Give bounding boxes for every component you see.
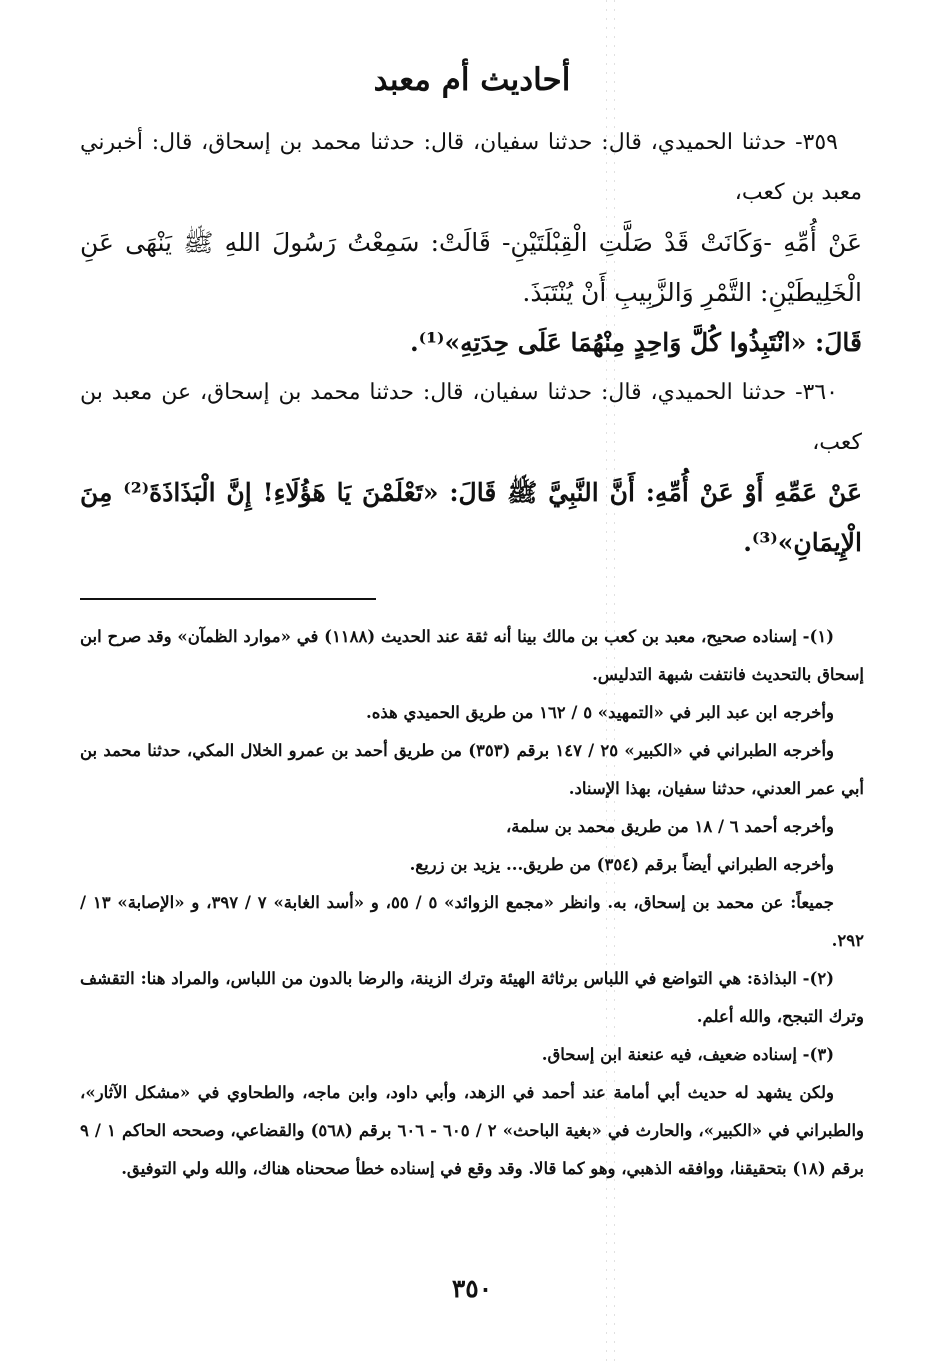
hadith-359-quote: قَالَ: «انْتَبِذُوا كُلَّ وَاحِدٍ مِنْهُمَا عَلَى حِدَتِهِ»⁽¹⁾. [409, 328, 862, 357]
footnote-2: (٢)- البذاذة: هي التواضع في اللباس برثاثة الهيئة وترك الزينة، والرضا بالدون من اللباس، والمراد هنا: التقشف وترك التبجح، والله أعلم. [80, 969, 864, 1026]
footnotes [80, 618, 864, 1188]
hadith-360-isnad: ٣٦٠- حدثنا الحميدي، قال: حدثنا سفيان، قال: حدثنا محمد بن إسحاق، عن معبد بن كعب، [80, 380, 862, 455]
footnote-1-text: وأخرجه أحمد ٦ / ١٨ من طريق محمد بن سلمة، [505, 817, 834, 836]
footnote-1: (١)- إسناده صحيح، معبد بن كعب بن مالك بينا أنه ثقة عند الحديث (١١٨٨) في «موارد الظمآن» وقد صرح ابن إسحاق بالتحديث فانتفت شبهة التدليس. [80, 627, 864, 684]
footnote-1-text: جميعاً: عن محمد بن إسحاق، به. وانظر «مجمع الزوائد» ٥ / ٥٥، و «أسد الغابة» ٧ / ٣٩٧، و «الإصابة» ١٣ / ٢٩٢. [80, 893, 864, 950]
footnote-separator [80, 598, 376, 600]
footnote-3-text: ولكن يشهد له حديث أبي أمامة عند أحمد في الزهد، وأبي داود، وابن ماجه، والطحاوي في «مشكل الآثار»، والطبراني في «الكبير»، والحارث في «بغية الباحث» ٢ / ٦٠٥ - ٦٠٦ برقم (٥٦٨) والقضاعي، وصححه الحاكم ١ / ٩ برقم (١٨) بتحقيقنا، ووافقه الذهبي، وهو كما قالا. وقد وقع في إسناده خطأ صححناه هناك، والله ولي التوفيق. [80, 1083, 865, 1178]
footnote-1-text: وأخرجه الطبراني في «الكبير» ٢٥ / ١٤٧ برقم (٣٥٣) من طريق أحمد بن عمرو الخلال المكي، حدثنا محمد بن أبي عمر العدني، حدثنا سفيان، بهذا الإسناد. [80, 741, 864, 798]
hadith-360-matn: عَنْ عَمِّهِ أَوْ عَنْ أُمِّهِ: أَنَّ النَّبِيَّ ﷺ قَالَ: «تَعْلَمْنَ يَا هَؤُلَاءِ! إِنَّ الْبَذَاذَةَ⁽²⁾ مِنَ الْإِيمَانِ»⁽³⁾. [80, 478, 862, 557]
footnote-1-text: وأخرجه الطبراني أيضاً برقم (٣٥٤) من طريق... يزيد بن زريع. [409, 855, 834, 874]
page-title: أحاديث أم معبد [373, 62, 571, 98]
page-number: ٣٥٠ [451, 1274, 493, 1303]
footnote-1-text: وأخرجه ابن عبد البر في «التمهيد» ٥ / ١٦٢ من طريق الحميدي هذه. [366, 703, 834, 722]
hadith-359-matn: عَنْ أُمِّهِ -وَكَانَتْ قَدْ صَلَّتِ الْقِبْلَتَيْنِ- قَالَتْ: سَمِعْتُ رَسُولَ اللهِ ﷺ يَنْهَى عَنِ الْخَلِيطَيْنِ: التَّمْرِ وَالزَّبِيبِ أَنْ يُنْتَبَذَ. [80, 228, 862, 307]
main-text [80, 118, 862, 568]
footnote-3: (٣)- إسناده ضعيف، فيه عنعنة ابن إسحاق. [541, 1045, 834, 1064]
hadith-359-isnad: ٣٥٩- حدثنا الحميدي، قال: حدثنا سفيان، قال: حدثنا محمد بن إسحاق، قال: أخبرني معبد بن كعب، [80, 130, 862, 205]
